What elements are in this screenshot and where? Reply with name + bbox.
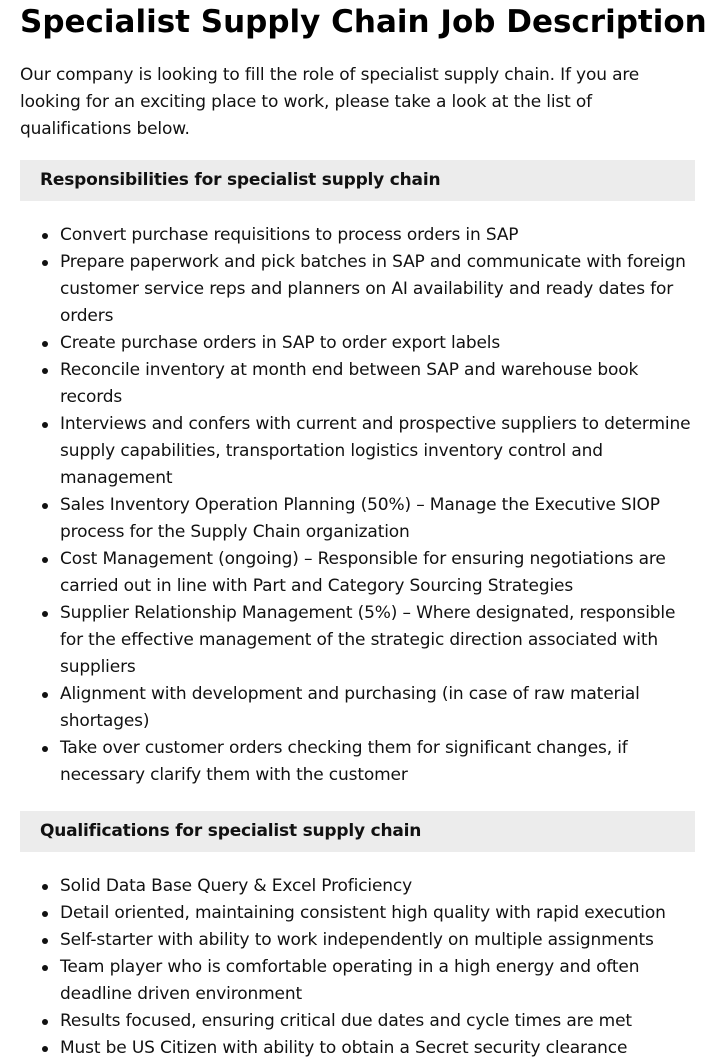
intro-paragraph: Our company is looking to fill the role of specialist supply chain. If you are looking for an exciting place to work, please take a look at the list of qualifications below.: [20, 65, 640, 139]
qualification-item: [20, 873, 695, 900]
responsibility-text: Reconcile inventory at month end between SAP and warehouse book records: [60, 360, 639, 407]
qualifications-list: [20, 873, 695, 1062]
bullet-icon: [42, 692, 48, 698]
qualification-item: [20, 954, 695, 1008]
responsibility-text: Cost Management (ongoing) – Responsible for ensuring negotiations are carried out in line with Part and Category Sourcing Strategies: [60, 549, 666, 596]
responsibility-item: [20, 357, 695, 411]
qualification-text: Solid Data Base Query & Excel Proficiency: [60, 876, 413, 896]
qualification-item: [20, 900, 695, 927]
bullet-icon: [42, 911, 48, 917]
bullet-icon: [42, 884, 48, 890]
bullet-icon: [42, 422, 48, 428]
bullet-icon: [42, 1046, 48, 1052]
responsibility-text: Convert purchase requisitions to process orders in SAP: [60, 225, 519, 245]
responsibility-text: Take over customer orders checking them for significant changes, if necessary clarify them with the customer: [60, 738, 628, 785]
qualification-item: [20, 1035, 695, 1062]
responsibility-item: [20, 492, 695, 546]
bullet-icon: [42, 341, 48, 347]
page-title: Specialist Supply Chain Job Description: [20, 4, 707, 40]
qualification-text: Results focused, ensuring critical due dates and cycle times are met: [60, 1011, 632, 1031]
responsibility-text: Interviews and confers with current and prospective suppliers to determine supply capabilities, transportation logistics inventory control and management: [60, 414, 691, 488]
bullet-icon: [42, 1019, 48, 1025]
qualification-text: Detail oriented, maintaining consistent high quality with rapid execution: [60, 903, 666, 923]
bullet-icon: [42, 503, 48, 509]
responsibility-text: Sales Inventory Operation Planning (50%) – Manage the Executive SIOP process for the Supply Chain organization: [60, 495, 660, 542]
qualifications-header: Qualifications for specialist supply chain: [20, 811, 695, 852]
responsibilities-list: [20, 222, 695, 789]
bullet-icon: [42, 233, 48, 239]
qualification-text: Team player who is comfortable operating in a high energy and often deadline driven environment: [60, 957, 640, 1004]
responsibility-text: Supplier Relationship Management (5%) – Where designated, responsible for the effective management of the strategic direction associated with suppliers: [60, 603, 676, 677]
bullet-icon: [42, 611, 48, 617]
responsibility-item: [20, 222, 695, 249]
responsibility-text: Prepare paperwork and pick batches in SAP and communicate with foreign customer service reps and planners on AI availability and ready dates for orders: [60, 252, 686, 326]
responsibility-text: Alignment with development and purchasing (in case of raw material shortages): [60, 684, 640, 731]
responsibility-item: [20, 411, 695, 492]
bullet-icon: [42, 260, 48, 266]
qualification-text: Self-starter with ability to work independently on multiple assignments: [60, 930, 654, 950]
bullet-icon: [42, 746, 48, 752]
responsibility-item: [20, 600, 695, 681]
responsibilities-header: Responsibilities for specialist supply chain: [20, 160, 695, 201]
responsibility-item: [20, 681, 695, 735]
bullet-icon: [42, 557, 48, 563]
qualification-item: [20, 1008, 695, 1035]
bullet-icon: [42, 368, 48, 374]
responsibility-item: [20, 546, 695, 600]
responsibility-text: Create purchase orders in SAP to order export labels: [60, 333, 501, 353]
qualification-text: Must be US Citizen with ability to obtain a Secret security clearance: [60, 1038, 628, 1058]
bullet-icon: [42, 965, 48, 971]
responsibility-item: [20, 249, 695, 330]
responsibility-item: [20, 735, 695, 789]
bullet-icon: [42, 938, 48, 944]
responsibility-item: [20, 330, 695, 357]
qualification-item: [20, 927, 695, 954]
